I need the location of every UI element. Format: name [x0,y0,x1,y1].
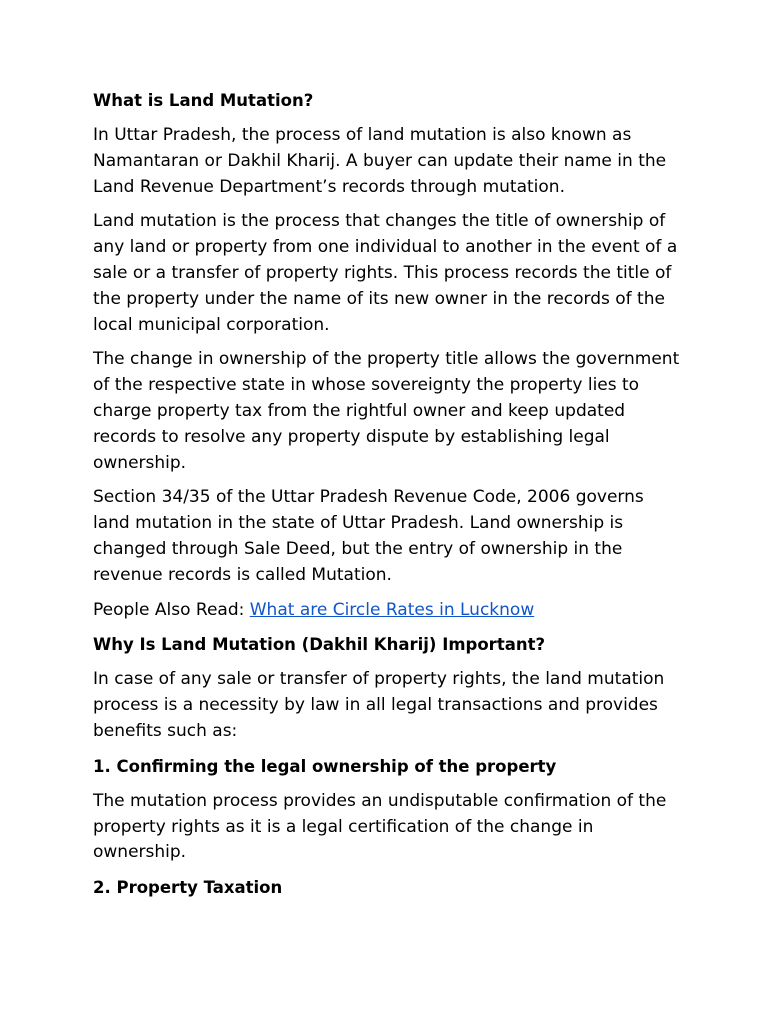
circle-rates-link[interactable]: What are Circle Rates in Lucknow [249,599,535,620]
heading-why-important: Why Is Land Mutation (Dakhil Kharij) Important? [93,635,546,655]
heading-what-is-land-mutation: What is Land Mutation? [93,91,314,110]
document-page [93,88,683,910]
paragraph-ownership-change: The change in ownership of the property title allows the government of the respective state in whose sovereignty the property lies to charge property tax from the rightful owner and keep updated records to resolve any property dispute by establishing legal ownership. [93,349,680,473]
paragraph-confirmation: The mutation process provides an undisputable confirmation of the property rights as it is a legal certification of the change in ownership. [93,790,667,863]
paragraph-definition: Land mutation is the process that changes the title of ownership of any land or property from one individual to another in the event of a sale or a transfer of property rights. This process records the title of the property under the name of its new owner in the records of the local municipal corporation. [93,211,678,335]
paragraph-benefits-intro: In case of any sale or transfer of property rights, the land mutation process is a necessity by law in all legal transactions and provides benefits such as: [93,669,665,741]
also-read-prefix: People Also Read: [93,599,250,620]
heading-confirming-ownership: 1. Confirming the legal ownership of the property [93,756,557,776]
heading-property-taxation: 2. Property Taxation [93,878,283,898]
paragraph-intro: In Uttar Pradesh, the process of land mutation is also known as Namantaran or Dakhil Kharij. A buyer can update their name in the Land Revenue Department’s records through mutation. [93,125,667,197]
also-read-line [93,598,683,624]
paragraph-revenue-code: Section 34/35 of the Uttar Pradesh Revenue Code, 2006 governs land mutation in the state of Uttar Pradesh. Land ownership is changed through Sale Deed, but the entry of ownership in the revenue records is called Mutation. [93,487,644,585]
